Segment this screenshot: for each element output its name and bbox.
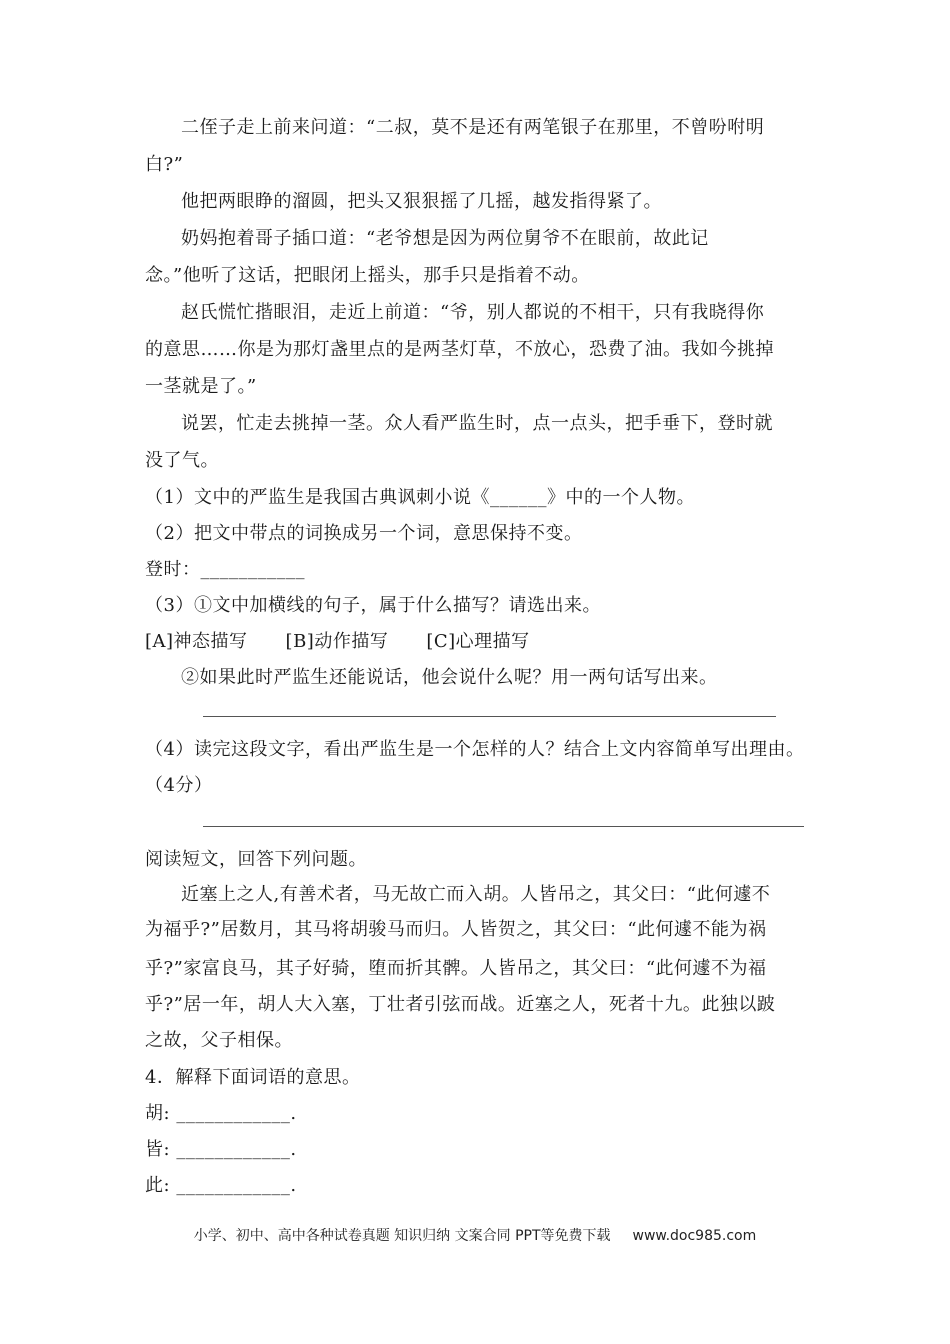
word-label: 胡: (145, 1103, 171, 1124)
option-b[interactable]: [B]动作描写 (285, 631, 389, 652)
word-blank[interactable]: ____________ (176, 1103, 291, 1124)
word-label: 皆: (145, 1139, 171, 1160)
question-2-label: 登时： (145, 559, 201, 580)
question-1-text: （1）文中的严监生是我国古典讽刺小说《 (145, 487, 490, 508)
paragraph-line: 白?” (145, 154, 184, 175)
paragraph-line: 近塞上之人,有善术者，马无故亡而入胡。人皆吊之，其父曰：“此何遽不 (181, 884, 771, 905)
option-c[interactable]: [C]心理描写 (426, 631, 530, 652)
question-3-2: ②如果此时严监生还能说话，他会说什么呢？用一两句话写出来。 (181, 667, 718, 688)
question-2: （2）把文中带点的词换成另一个词，意思保持不变。 (145, 523, 583, 544)
paragraph-line: 说罢，忙走去挑掉一茎。众人看严监生时，点一点头，把手垂下，登时就 (181, 413, 773, 434)
word-end: . (290, 1175, 297, 1196)
word-end: . (290, 1103, 297, 1124)
question-4-score: （4分） (145, 775, 213, 796)
page-footer (0, 1225, 950, 1245)
paragraph-line: 念。”他听了这话，把眼闭上摇头，那手只是指着不动。 (145, 265, 590, 286)
paragraph-line: 他把两眼睁的溜圆，把头又狠狠摇了几摇，越发指得紧了。 (181, 191, 662, 212)
footer-text: 小学、初中、高中各种试卷真题 知识归纳 文案合同 PPT等免费下载 (193, 1228, 611, 1244)
question-2-answer (145, 558, 305, 582)
question-4-line: （4）读完这段文字，看出严监生是一个怎样的人？结合上文内容简单写出理由。 (145, 739, 805, 760)
question-4-title: 4．解释下面词语的意思。 (145, 1067, 361, 1088)
paragraph-line: 之故，父子相保。 (145, 1030, 293, 1051)
word-blank[interactable]: ____________ (176, 1139, 291, 1160)
paragraph-line: 没了气。 (145, 450, 219, 471)
question-2-blank[interactable]: ___________ (200, 559, 305, 580)
word-item (145, 1138, 297, 1162)
paragraph-line: 一茎就是了。” (145, 376, 257, 397)
paragraph-line: 乎?”家富良马，其子好骑，堕而折其髀。人皆吊之，其父曰：“此何遽不为福 (145, 958, 767, 979)
word-label: 此: (145, 1175, 171, 1196)
word-end: . (290, 1139, 297, 1160)
word-item (145, 1102, 297, 1126)
question-3-options (145, 630, 530, 654)
question-1-blank[interactable]: ______ (489, 487, 547, 508)
question-3-1: （3）①文中加横线的句子，属于什么描写？请选出来。 (145, 595, 601, 616)
paragraph-line: 的意思……你是为那灯盏里点的是两茎灯草，不放心，恐费了油。我如今挑掉 (145, 339, 774, 360)
question-1-end: 》中的一个人物。 (546, 487, 695, 508)
answer-line[interactable] (203, 826, 804, 827)
answer-line[interactable] (203, 716, 776, 717)
paragraph-line: 二侄子走上前来问道：“二叔，莫不是还有两笔银子在那里，不曾吩咐明 (181, 117, 765, 138)
paragraph-line: 为福乎?”居数月，其马将胡骏马而归。人皆贺之，其父曰：“此何遽不能为祸 (145, 919, 767, 940)
footer-site-link[interactable]: www.doc985.com (632, 1228, 757, 1244)
paragraph-line: 赵氏慌忙揩眼泪，走近上前道：“爷，别人都说的不相干，只有我晓得你 (181, 302, 765, 323)
passage-2-intro: 阅读短文，回答下列问题。 (145, 849, 367, 870)
option-a[interactable]: [A]神态描写 (145, 631, 248, 652)
paragraph-line: 乎?”居一年，胡人大入塞，丁壮者引弦而战。近塞之人，死者十九。此独以跛 (145, 994, 776, 1015)
paragraph-line: 奶妈抱着哥子插口道：“老爷想是因为两位舅爷不在眼前，故此记 (181, 228, 709, 249)
question-1 (145, 486, 695, 510)
word-blank[interactable]: ____________ (176, 1175, 291, 1196)
word-item (145, 1174, 297, 1198)
